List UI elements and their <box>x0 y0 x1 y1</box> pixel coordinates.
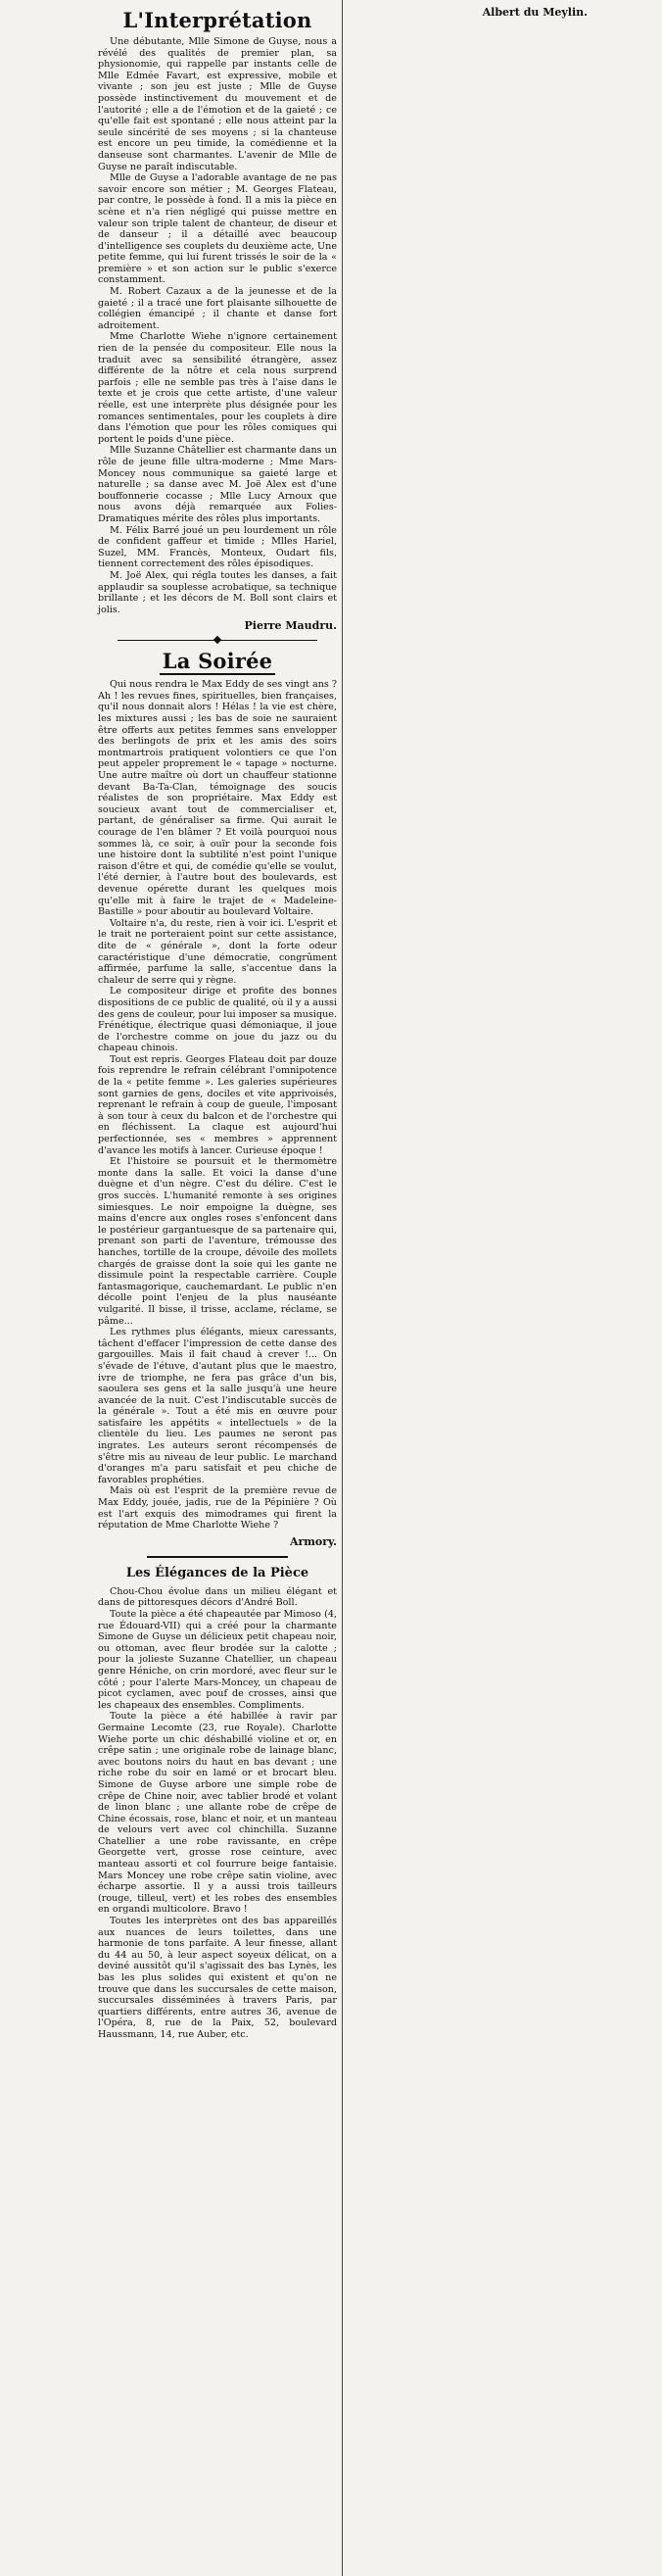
interpretation-paragraph: Mme Charlotte Wiehe n'ignore certainement rien de la pensée du compositeur. Elle nous la traduit avec sa sensibilité étrangère, assez différente de la nôtre et cela nous surprend parfois ; elle ne semble pas très à l'aise dans le texte et je crois que cette artiste, d'une valeur réelle, est une interprète plus désignée pour les romances sentimentales, pour les couplets à dire dans l'émotion que pour les rôles comiques qui portent le poids d'une pièce. <box>98 331 337 445</box>
soiree-paragraph: Les rythmes plus élégants, mieux caressants, tâchent d'effacer l'impression de cette danse des gargouilles. Mais il fait chaud à crever !... On s'évade de l'étuve, d'autant plus que le maestro, ivre de triomphe, ne fera pas grâce d'un bis, saoulera ses gens et la salle jusqu'à une heure avancée de la nuit. C'est l'indiscutable succès de la générale ». Tout a été mis en œuvre pour satisfaire les appétits « intellectuels » de la clientèle du lieu. Les paumes ne seront pas ingrates. Les auteurs seront récompensés de s'être mis au niveau de leur public. Le marchand d'oranges m'a paru satisfait et peu chiche de favorables prophéties. <box>98 1327 337 1485</box>
elegances-paragraph: Toutes les interprètes ont des bas appareillés aux nuances de leurs toilettes, dans une harmonie de tons parfaite. A leur finesse, allant du 44 au 50, à leur aspect soyeux délicat, on a deviné aussitôt qu'il s'agissait des bas Lynès, les bas les plus solides qui existent et qu'on ne trouve que dans les succursales de cette maison, succursales disséminées à travers Paris, par quartiers différents, entre autres 36, avenue de l'Opéra, 8, rue de la Paix, 52, boulevard Haussmann, 14, rue Auber, etc. <box>98 1916 337 2040</box>
left-column <box>94 0 341 2576</box>
interpretation-paragraph: Une débutante, Mlle Simone de Guyse, nous a révélé des qualités de premier plan, sa physionomie, qui rappelle par instants celle de Mlle Edmée Favart, est expressive, mobile et vivante ; son jeu est juste ; Mlle de Guyse possède instinctivement du mouvement et de l'autorité ; elle a de l'émotion et de la gaieté ; ce qu'elle fait est spontané ; elle nous atteint par la seule sincérité de ses moyens ; si la chanteuse est encore un peu timide, la comédienne et la danseuse sont charmantes. L'avenir de Mlle de Guyse ne paraît indiscutable. <box>98 36 337 172</box>
interpretation-paragraph: Mlle Suzanne Châtellier est charmante dans un rôle de jeune fille ultra-moderne ; Mme Mars-Moncey nous communique sa gaieté large et naturelle ; sa danse avec M. Joë Alex est d'une bouffonnerie cocasse ; Mlle Lucy Arnoux que nous avons déjà remarquée aux Folies-Dramatiques mérite des rôles plus importants. <box>98 445 337 524</box>
elegances-paragraph: Chou-Chou évolue dans un milieu élégant et dans de pittoresques décors d'André Boll. <box>98 1585 337 1609</box>
interpretation-signature: Pierre Maudru. <box>244 619 337 633</box>
title-underline <box>160 673 275 675</box>
soiree-body <box>98 679 337 1531</box>
interpretation-paragraph: M. Félix Barré joué un peu lourdement un rôle de confident gaffeur et timide ; Mlles Hariel, Suzel, MM. Francès, Monteux, Oudart fils, tiennent correctement des rôles épisodiques. <box>98 524 337 570</box>
elegances-signature: Albert du Meylin. <box>482 6 588 19</box>
soiree-paragraph: Tout est repris. Georges Flateau doit par douze fois reprendre le refrain célébrant l'omnipotence de la « petite femme ». Les galeries supérieures sont garnies de gens, dociles et vite apprivoisés, reprenant le refrain à coup de gueule, l'imposant à son tour à ceux du balcon et de l'orchestre qui en fléchissent. La claque est aujourd'hui perfectionnée, ses « membres » apprennent d'avance les motifs à lancer. Curieuse époque ! <box>98 1053 337 1156</box>
elegances-body <box>98 1586 337 2041</box>
separator-ornament-icon <box>213 636 221 644</box>
soiree-title-text: La Soirée <box>162 649 273 674</box>
interpretation-paragraph: M. Robert Cazaux a de la jeunesse et de la gaieté ; il a tracé une fort plaisante silhouette de collégien émancipé ; il chante et danse fort adroitement. <box>98 286 337 331</box>
soiree-paragraph: Et l'histoire se poursuit et le thermomètre monte dans la salle. Et voici la danse d'une duègne et d'un nègre. C'est du délire. C'est le gros succès. L'humanité remonte à ses origines simiesques. Le noir empoigne la duègne, ses mains d'encre aux ongles roses s'enfoncent dans le postérieur gargantuesque de sa partenaire qui, prenant son parti de l'aventure, trémousse des hanches, tortille de la croupe, dévoile des mollets chargés de graisse dont la soie qui les gante ne dissimule point la respectable carrière. Couple fantasmagorique, cauchemardant. Le public n'en décolle point l'enjeu de la plus nauséante vulgarité. Il bisse, il trisse, acclame, réclame, se pâme... <box>98 1156 337 1327</box>
soiree-paragraph: Le compositeur dirige et profite des bonnes dispositions de ce public de qualité, où il y a aussi des gens de couleur, pour lui imposer sa musique. Frénétique, électrique quasi démoniaque, il joue de l'orchestre comme on joue du jazz ou du chapeau chinois. <box>98 986 337 1054</box>
section-separator <box>147 1556 288 1558</box>
elegances-title: Les Élégances de la Pièce <box>125 1565 309 1580</box>
soiree-paragraph: Voltaire n'a, du reste, rien à voir ici. L'esprit et le trait ne porteraient point sur cette assistance, dite de « générale », dont la forte odeur caractéristique d'une démocratie, congrûment affirmée, parfume la salle, s'accentue dans la chaleur de serre qui y règne. <box>98 917 337 986</box>
soiree-title <box>98 649 337 675</box>
interpretation-paragraph: M. Joë Alex, qui régla toutes les danses, a fait applaudir sa souplesse acrobatique, sa technique brillante ; et les décors de M. Boll sont clairs et jolis. <box>98 569 337 615</box>
soiree-signature: Armory. <box>289 1534 337 1548</box>
interpretation-paragraph: Mlle de Guyse a l'adorable avantage de ne pas savoir encore son métier ; M. Georges Flateau, par contre, le possède à fond. Il a mis la pièce en scène et n'a rien négligé qui puisse mettre en valeur son triple talent de chanteur, de diseur et de danseur ; il a détaillé avec beaucoup d'intelligence ses couplets du deuxième acte, Une petite femme, qui lui furent trissés le soir de la « première » et son action sur le public s'exerce constamment. <box>98 172 337 286</box>
right-column <box>345 0 591 2576</box>
interpretation-body <box>98 36 337 615</box>
soiree-paragraph: Mais où est l'esprit de la première revue de Max Eddy, jouée, jadis, rue de la Pépinière ? Où est l'art exquis des mimodrames qui firent la réputation de Mme Charlotte Wiehe ? <box>98 1485 337 1531</box>
elegances-paragraph: Toute la pièce a été habillée à ravir par Germaine Lecomte (23, rue Royale). Charlotte Wiehe porte un chic déshabillé violine et or, en crêpe satin ; une originale robe de lainage blanc, avec boutons noirs du haut en bas devant ; une riche robe du soir en lamé or et brocart bleu. Simone de Guyse arbore une simple robe de crêpe de Chine noir, avec tablier brodé et volant de linon blanc ; une allante robe de crêpe de Chine écossais, rose, blanc et noir, et un manteau de velours vert avec col chinchilla. Suzanne Chatellier a une robe ravissante, en crêpe Georgette vert, grosse rose ceinture, avec manteau assorti et col fourrure beige fantaisie. Mars Moncey une robe crêpe satin violine, avec écharpe assortie. Il y a aussi trois tailleurs (rouge, tilleul, vert) et les robes des ensembles en organdi multicolore. Bravo ! <box>98 1711 337 1916</box>
interpretation-title: L'Interprétation <box>122 8 312 32</box>
soiree-paragraph: Qui nous rendra le Max Eddy de ses vingt ans ? Ah ! les revues fines, spirituelles, bien françaises, qu'il nous donnait alors ! Hélas ! la vie est chère, les mixtures aussi ; les bas de soie ne sauraient être offerts aux petites femmes sans envelopper des berlingots de prix et les amis des soirs montmartrois pratiquent volontiers ce que l'on peut appeler proprement le « tapage » nocturne. Une autre maître où dort un chauffeur stationne devant Ba-Ta-Clan, témoignage des soucis réalistes de son propriétaire. Max Eddy est soucieux avant tout de commercialiser et, partant, de généraliser sa firme. Qui aurait le courage de l'en blâmer ? Et voilà pourquoi nous sommes là, ce soir, à ouïr pour la seconde fois une histoire dont la subtilité n'est point l'unique raison d'être et qui, de comédie qu'elle se voulut, l'été dernier, à l'autre bout des boulevards, est devenue opérette durant les quelques mois qu'elle mit à faire le trajet de « Madeleine-Bastille » pour aboutir au boulevard Voltaire. <box>98 679 337 918</box>
column-divider <box>342 0 343 2576</box>
elegances-paragraph: Toute la pièce a été chapeautée par Mimoso (4, rue Édouard-VII) qui a créé pour la charmante Simone de Guyse un délicieux petit chapeau noir, ou ottoman, avec fleur brodée sur la calotte ; pour la jolieste Suzanne Chatellier, un chapeau genre Héniche, on crin mordoré, avec fleur sur le côté ; pour l'alerte Mars-Moncey, un chapeau de picot cyclamen, avec pouf de crosses, ainsi que les chapeaux des ensembles. Compliments. <box>98 1609 337 1711</box>
section-separator <box>118 640 317 641</box>
